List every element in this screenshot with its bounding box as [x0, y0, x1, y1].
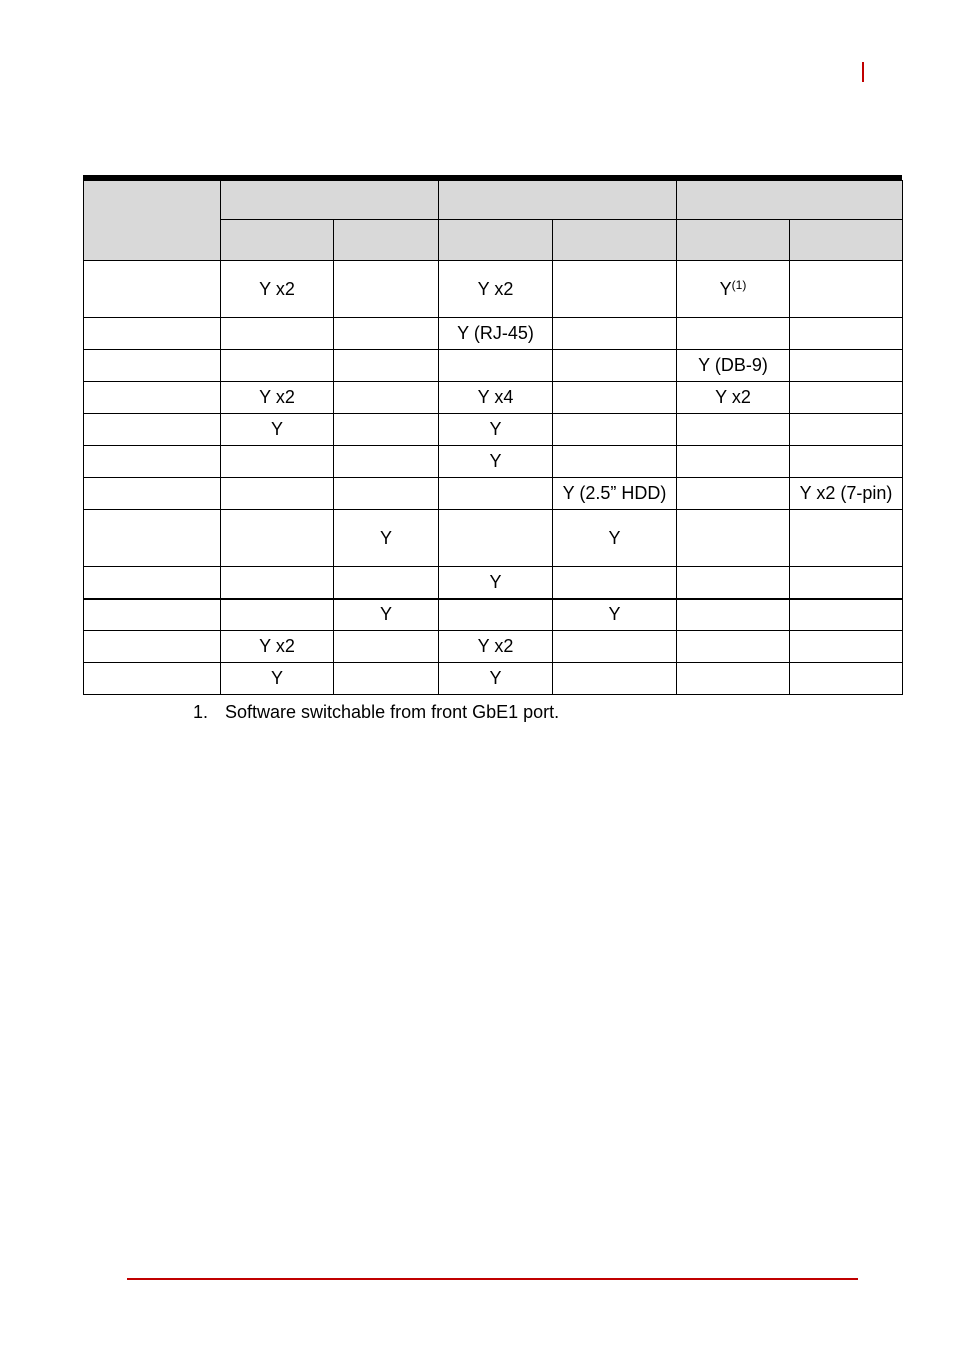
table-cell	[677, 478, 790, 510]
header-cell-group-3	[677, 181, 903, 220]
cell-value: Y (RJ-45)	[457, 323, 534, 343]
table-cell	[553, 478, 677, 510]
table-cell	[553, 631, 677, 663]
cell-value: Y	[379, 527, 392, 548]
table-cell	[790, 414, 903, 446]
table-cell	[790, 510, 903, 567]
cell-value: Y x2	[477, 636, 514, 656]
table-cell	[334, 318, 439, 350]
table-row	[84, 478, 903, 510]
cell-value: Y	[489, 668, 502, 688]
table-cell	[677, 382, 790, 414]
table-row	[84, 261, 903, 318]
table-cell	[790, 567, 903, 599]
table-row	[84, 318, 903, 350]
header-cell-group-2	[439, 181, 677, 220]
table-cell	[790, 478, 903, 510]
cell-value: Y x4	[477, 387, 514, 407]
subheader-cell	[439, 220, 553, 261]
table-cell	[553, 446, 677, 478]
table-cell	[334, 567, 439, 599]
table-cell	[221, 261, 334, 318]
table-cell	[439, 382, 553, 414]
table-cell	[677, 510, 790, 567]
footnote-number: 1.	[193, 702, 209, 722]
cell-value: Y x2	[477, 278, 514, 299]
table-cell	[790, 663, 903, 695]
cell-value: Y x2	[259, 636, 295, 656]
table-cell	[221, 382, 334, 414]
table-cell	[677, 567, 790, 599]
table-cell	[677, 414, 790, 446]
table-cell	[334, 478, 439, 510]
cell-value: Y	[608, 604, 621, 625]
table-cell	[334, 631, 439, 663]
table-cell	[553, 382, 677, 414]
cell-value: Y	[489, 451, 502, 471]
table-row	[84, 663, 903, 695]
table-cell	[790, 599, 903, 631]
cell-value: Y	[270, 668, 283, 688]
table-cell	[677, 318, 790, 350]
footnote	[193, 702, 559, 723]
cell-value: Y	[379, 604, 392, 625]
table-cell	[334, 414, 439, 446]
row-label-cell	[84, 478, 221, 510]
table-row	[84, 350, 903, 382]
subheader-cell	[677, 220, 790, 261]
table-cell	[790, 631, 903, 663]
table-cell	[334, 663, 439, 695]
subheader-cell	[221, 220, 334, 261]
table-cell	[334, 350, 439, 382]
table-row	[84, 599, 903, 631]
table-row	[84, 414, 903, 446]
table-cell	[221, 567, 334, 599]
row-label-cell	[84, 663, 221, 695]
table-cell	[221, 663, 334, 695]
header-cell-feature	[84, 181, 221, 261]
cell-value: Y x2 (7-pin)	[799, 483, 893, 503]
table-cell	[553, 663, 677, 695]
table-cell	[790, 318, 903, 350]
table-cell	[439, 510, 553, 567]
row-label-cell	[84, 261, 221, 318]
row-label-cell	[84, 567, 221, 599]
table-cell	[553, 599, 677, 631]
table-cell	[677, 599, 790, 631]
row-label-cell	[84, 318, 221, 350]
subheader-cell	[553, 220, 677, 261]
table-cell	[439, 446, 553, 478]
cell-value: Y	[270, 419, 283, 439]
header-cell-group-1	[221, 181, 439, 220]
table-row	[84, 446, 903, 478]
table-cell	[221, 446, 334, 478]
footer-rule	[127, 1278, 858, 1280]
row-label-cell	[84, 382, 221, 414]
table-cell	[790, 261, 903, 318]
cell-value: Y (DB-9)	[698, 355, 768, 375]
table-cell	[334, 261, 439, 318]
table-cell	[439, 318, 553, 350]
row-label-cell	[84, 510, 221, 567]
table-cell	[221, 350, 334, 382]
table-cell	[553, 318, 677, 350]
cell-value: Y x2	[715, 387, 751, 407]
table-cell	[439, 663, 553, 695]
table-cell	[790, 382, 903, 414]
row-label-cell	[84, 599, 221, 631]
row-label-cell	[84, 414, 221, 446]
table-cell	[553, 261, 677, 318]
table-cell	[221, 631, 334, 663]
table-row	[84, 567, 903, 599]
subheader-cell	[334, 220, 439, 261]
table-cell	[439, 567, 553, 599]
table-cell	[439, 414, 553, 446]
table-cell	[553, 414, 677, 446]
cell-value: Y x2	[259, 387, 295, 407]
cell-value: Y (2.5” HDD)	[562, 483, 667, 503]
feature-matrix-table	[83, 180, 903, 695]
table-cell	[334, 510, 439, 567]
footnote-text: Software switchable from front GbE1 port.	[225, 702, 560, 722]
table-cell	[790, 446, 903, 478]
table-row	[84, 631, 903, 663]
table-cell	[553, 510, 677, 567]
table-cell	[553, 567, 677, 599]
table-cell	[334, 382, 439, 414]
table-cell	[221, 510, 334, 567]
table-row	[84, 510, 903, 567]
row-label-cell	[84, 631, 221, 663]
cell-value: Y	[489, 419, 502, 439]
table-body	[84, 261, 903, 695]
table-cell	[677, 631, 790, 663]
cell-value: Y	[489, 571, 502, 592]
table-cell	[553, 350, 677, 382]
table-cell	[334, 599, 439, 631]
row-label-cell	[84, 350, 221, 382]
table-cell	[790, 350, 903, 382]
footnote-reference: (1)	[731, 278, 747, 292]
table-cell	[221, 599, 334, 631]
table-cell	[677, 446, 790, 478]
cell-value: Y	[719, 279, 732, 299]
subheader-cell	[790, 220, 903, 261]
table-cell	[221, 318, 334, 350]
table-cell	[439, 261, 553, 318]
table-cell	[439, 478, 553, 510]
table-cell	[439, 350, 553, 382]
cell-value: Y x2	[259, 278, 295, 299]
table-cell	[439, 599, 553, 631]
row-label-cell	[84, 446, 221, 478]
table-cell	[677, 663, 790, 695]
table-cell	[677, 261, 790, 318]
table-row	[84, 382, 903, 414]
table-cell	[334, 446, 439, 478]
table-cell	[677, 350, 790, 382]
table-cell	[439, 631, 553, 663]
table-cell	[221, 478, 334, 510]
table-cell	[221, 414, 334, 446]
header-marker	[862, 62, 864, 82]
cell-value: Y	[608, 527, 621, 548]
table-header-row	[84, 181, 903, 220]
